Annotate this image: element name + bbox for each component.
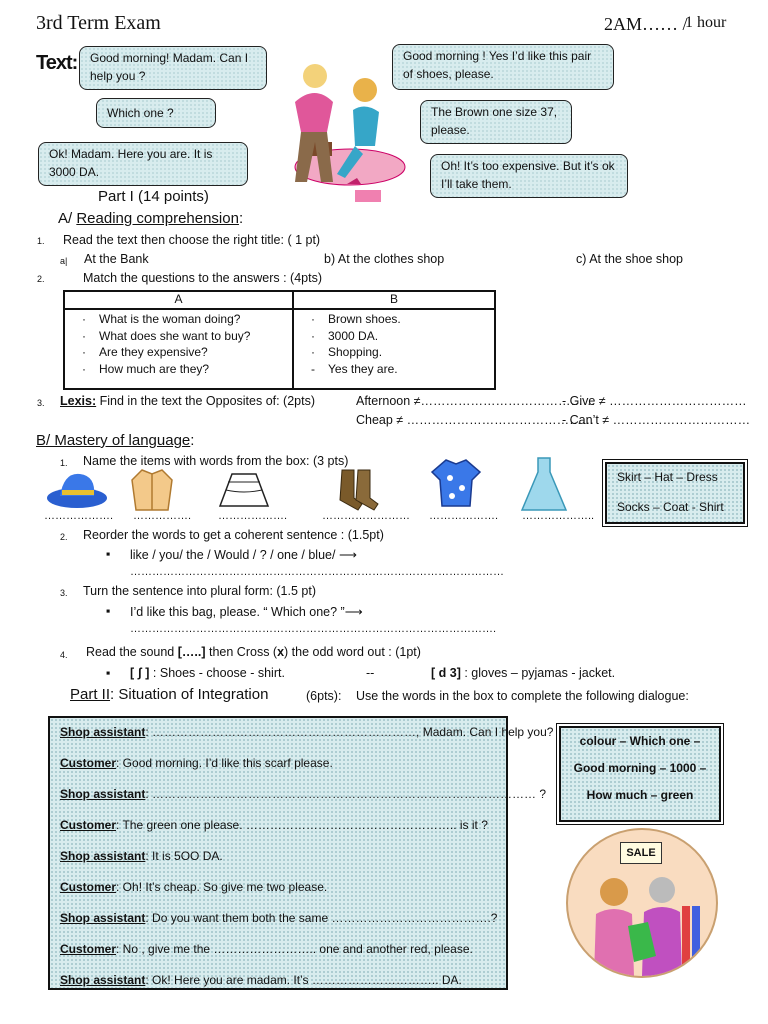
question-b4: Read the sound […..] then Cross (x) the odd word out : (1pt) — [86, 645, 421, 659]
sale-illustration — [566, 828, 718, 978]
table-row: · Are they expensive? — [82, 345, 208, 359]
option-c: c) At the shoe shop — [576, 252, 684, 266]
section-b-heading: B/ Mastery of language: — [36, 432, 195, 449]
part2-instruction: Use the words in the box to complete the following dialogue: — [356, 689, 689, 703]
blank-dress[interactable]: ……………….. — [522, 510, 595, 522]
word-box-line: Socks – Coat - Shirt — [617, 500, 724, 514]
option-b: b) At the clothes shop — [324, 252, 445, 266]
bubble-text: The Brown one size 37, please. — [431, 105, 558, 137]
blank-shirt[interactable]: ………………. — [429, 510, 499, 522]
dialogue-line: Customer: The green one please. …………………………………………….. is it ? — [60, 818, 488, 832]
question-number: 1. — [37, 236, 45, 246]
speech-bubble-2 — [96, 98, 216, 128]
dialogue-line: Shop assistant: It is 5OO DA. — [60, 849, 223, 863]
dialogue-line: Customer: Oh! It’s cheap. So give me two please. — [60, 880, 328, 894]
bubble-text: Which one ? — [107, 106, 174, 120]
separator: -- — [366, 666, 375, 680]
word-box-line: Skirt – Hat – Dress — [617, 470, 718, 484]
question-3: Lexis: Find in the text the Opposites of: (2pts) — [60, 394, 316, 408]
dialogue-line: Shop assistant: …………………………………………………………………………………… ? — [60, 787, 547, 801]
opposite-afternoon: Afternoon ≠…………………………………… — [356, 394, 596, 408]
dialogue-line: Customer: Good morning. I’d like this scarf please. — [60, 756, 333, 770]
bullet: ▪ — [106, 666, 111, 680]
socks-icon — [336, 468, 382, 512]
question-number: 1. — [60, 458, 68, 468]
opposite-give: - Give ≠ …………………………… — [562, 394, 747, 408]
table-row: · What does she want to buy? — [82, 328, 251, 343]
part2-title: Part II: Situation of Integration — [70, 686, 269, 703]
matching-table — [63, 290, 496, 390]
question-number: 3. — [60, 588, 68, 598]
bubble-text: Good morning! Madam. Can I help you ? — [90, 51, 249, 83]
column-a-header: A — [64, 291, 293, 309]
opposite-cant: - Can’t ≠ …………………………… — [562, 413, 751, 427]
question-b2: Reorder the words to get a coherent sentence : (1.5pt) — [83, 528, 384, 542]
answer-line[interactable]: ………………………………………………………………………………………. — [130, 623, 497, 635]
word-box-line: colour – Which one – — [579, 734, 701, 748]
blank-socks[interactable]: …………………… — [322, 510, 410, 522]
answer-line[interactable]: ………………………………………………………………………………………… — [130, 566, 504, 578]
sale-sign: SALE — [620, 842, 662, 864]
arrow-right-icon: ⟶ — [344, 605, 363, 619]
table-row: · How much are they? — [82, 361, 210, 376]
blank-hat[interactable]: ………………. — [44, 510, 114, 522]
table-row: · Brown shoes. — [311, 312, 401, 326]
arrow-right-icon: ⟶ — [338, 548, 357, 562]
speech-bubble-4 — [392, 44, 614, 90]
part2-points: (6pts): — [306, 689, 342, 703]
scrambled-words: like / you/ the / Would / ? / one / blue/ ⟶ — [130, 548, 357, 562]
plural-sentence: I’d like this bag, please. “ Which one? ”⟶ — [130, 605, 363, 619]
blank-skirt[interactable]: ………………. — [218, 510, 288, 522]
question-number: 4. — [60, 650, 68, 660]
dialogue-line: Customer: No , give me the …………………….. one and another red, please. — [60, 942, 473, 956]
question-number: 2. — [37, 274, 45, 284]
shoppers-icon — [578, 866, 710, 976]
exam-duration: 1 hour — [685, 14, 727, 31]
blank-coat[interactable]: ……………. — [133, 510, 192, 522]
dialogue-line: Shop assistant: Do you want them both the same ………………………………….? — [60, 911, 498, 925]
text-label: Text: — [36, 52, 78, 74]
column-b-header: B — [293, 291, 495, 309]
bubble-text: Oh! It’s too expensive. But it’s ok I’ll take them. — [441, 159, 615, 191]
dialogue-line: Shop assistant: Ok! Here you are madam. It’s ………………………….. DA. — [60, 973, 462, 987]
word-box-line: Good morning – 1000 – — [573, 761, 707, 775]
section-a-heading: A/ Reading comprehension: — [58, 210, 244, 227]
question-b1: Name the items with words from the box: (3 pts) — [83, 454, 349, 468]
speech-bubble-1 — [79, 46, 267, 90]
table-row: · What is the woman doing? — [82, 312, 241, 326]
exam-class: 2AM…… / — [604, 14, 688, 34]
option-letter: a| — [60, 256, 68, 266]
table-row: · 3000 DA. — [311, 328, 379, 343]
part1-title: Part I (14 points) — [98, 188, 209, 205]
question-1: Read the text then choose the right title: ( 1 pt) — [63, 233, 321, 247]
questions-column — [64, 309, 293, 389]
bullet: ▪ — [106, 604, 111, 618]
bubble-text: Good morning ! Yes I’d like this pair of shoes, please. — [403, 49, 592, 81]
speech-bubble-6 — [430, 154, 628, 198]
option-a: At the Bank — [84, 252, 149, 266]
shirt-icon — [430, 456, 482, 510]
bullet: ▪ — [106, 547, 111, 561]
opposite-cheap: Cheap ≠ ……………………………………… — [356, 413, 595, 427]
coat-icon — [128, 466, 176, 514]
word-box-dialogue — [559, 726, 721, 822]
word-box-clothes — [605, 462, 745, 524]
question-b3: Turn the sentence into plural form: (1.5 pt) — [83, 584, 316, 598]
table-row: - Yes they are. — [311, 361, 398, 376]
table-row: · Shopping. — [311, 345, 383, 359]
question-number: 2. — [60, 532, 68, 542]
speech-bubble-5 — [420, 100, 572, 144]
skirt-icon — [218, 470, 270, 510]
bubble-text: Ok! Madam. Here you are. It is 3000 DA. — [49, 147, 213, 179]
question-number: 3. — [37, 398, 45, 408]
dress-icon — [520, 456, 568, 512]
answers-column — [293, 309, 495, 389]
question-2: Match the questions to the answers : (4pts) — [83, 271, 323, 285]
dialogue-box — [48, 716, 554, 990]
hat-icon — [46, 468, 108, 510]
exam-term: 3rd Term Exam — [36, 12, 161, 34]
word-box-line: How much – green — [586, 788, 694, 802]
sound-sh-row: [ ʃ ] : Shoes - choose - shirt. — [130, 666, 285, 680]
dialogue-line: Shop assistant: …………………………………………………………, Madam. Can I help you? — [60, 725, 554, 739]
sound-dj-row: [ d 3] : gloves – pyjamas - jacket. — [431, 666, 616, 680]
speech-bubble-3 — [38, 142, 248, 186]
shoe-shop-illustration — [255, 62, 415, 212]
